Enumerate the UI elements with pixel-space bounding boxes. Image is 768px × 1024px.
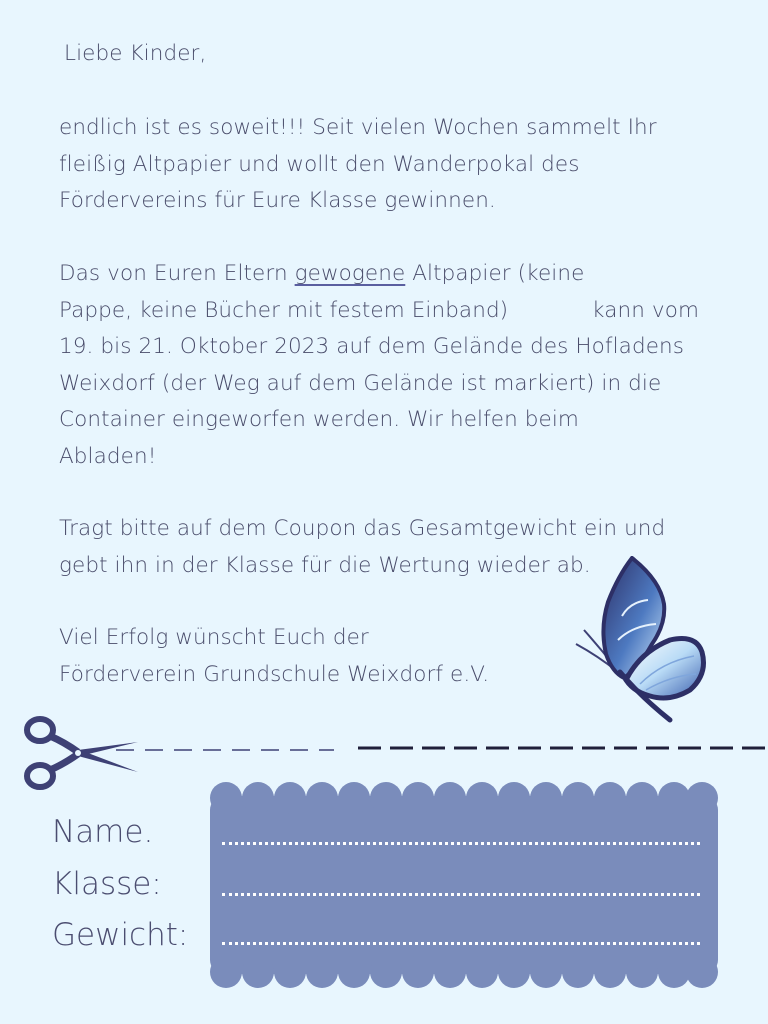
greeting — [64, 36, 206, 73]
instructions-line-5: Container eingeworfen werden. Wir helfen beim — [59, 407, 579, 432]
name-label: Name. — [52, 814, 154, 850]
instructions-line-3: 19. bis 21. Oktober 2023 auf dem Gelände des Hofladens — [59, 334, 685, 359]
signoff-line-2: Förderverein Grundschule Weixdorf e.V. — [59, 661, 490, 687]
intro-line-2: fleißig Altpapier und wollt den Wanderpokal des — [59, 151, 580, 177]
greeting-text: Liebe Kinder, — [64, 41, 207, 66]
intro-line-3: Fördervereins für Eure Klasse gewinnen. — [59, 188, 496, 213]
name-input-line[interactable] — [222, 842, 700, 845]
cut-line — [112, 744, 768, 756]
class-label: Klasse: — [52, 866, 162, 902]
paragraph-instructions — [59, 256, 699, 475]
instructions-line-6: Abladen! — [59, 443, 157, 469]
paragraph-intro — [59, 110, 657, 220]
instructions-line-2 — [59, 293, 699, 330]
instructions-line-1 — [59, 256, 699, 293]
coupon-box — [210, 782, 718, 988]
instructions-line-1-start: Das von Euren Eltern — [59, 261, 288, 286]
instructions-line-1-end: Altpapier (keine — [412, 261, 585, 286]
class-input-line[interactable] — [222, 893, 700, 896]
butterfly-icon — [570, 556, 710, 726]
instructions-line-2-end: kann vom — [592, 297, 699, 323]
underlined-word: gewogene — [294, 261, 406, 286]
instructions-line-2-start: Pappe, keine Bücher mit festem Einband) — [59, 297, 509, 323]
signoff-line-1: Viel Erfolg wünscht Euch der — [59, 625, 369, 650]
weight-input-line[interactable] — [222, 942, 700, 945]
paragraph-signoff — [59, 620, 489, 693]
instructions-line-4: Weixdorf (der Weg auf dem Gelände ist markiert) in die — [59, 370, 662, 396]
intro-line-1: endlich ist es soweit!!! Seit vielen Wochen sammelt Ihr — [59, 115, 657, 140]
weight-label: Gewicht: — [52, 917, 189, 953]
coupon-note-line-2: gebt ihn in der Klasse für die Wertung wieder ab. — [59, 552, 591, 578]
coupon-note-line-1: Tragt bitte auf dem Coupon das Gesamtgewicht ein und — [59, 516, 666, 541]
